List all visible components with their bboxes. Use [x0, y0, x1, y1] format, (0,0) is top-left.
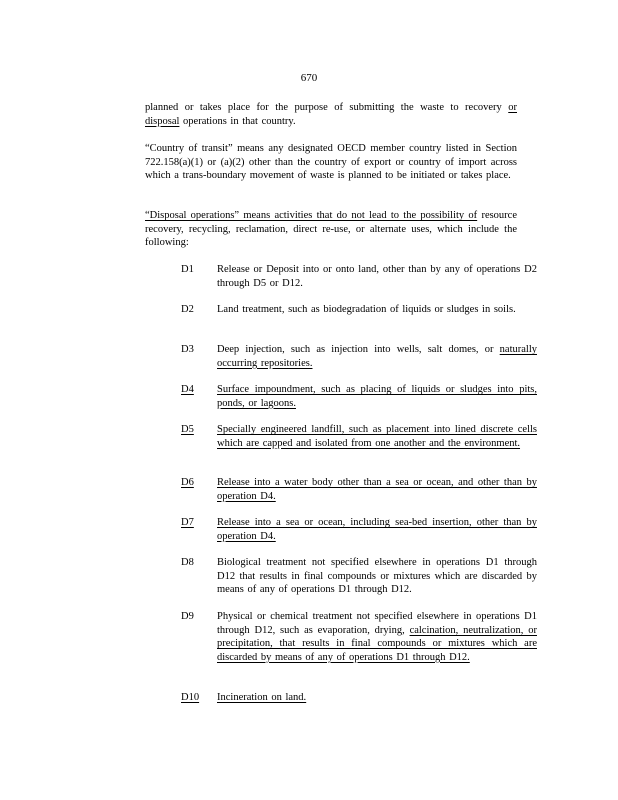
intro-underlined-text: or disposal — [145, 102, 517, 127]
disposal-operations-rest: resource recovery, recycling, reclamation, direct re-use, or alternate uses, which include the following: — [145, 210, 518, 248]
item-description-underlined: calcination, neutralization, or precipitation, that results in final compounds or mixtures which are discarded by means of any of operations D1 through D12. — [217, 624, 537, 663]
disposal-item-d7 — [181, 516, 537, 543]
item-code: D8 — [181, 557, 194, 568]
disposal-item-d2 — [181, 303, 537, 317]
item-code: D4 — [181, 384, 194, 395]
item-description-underlined: naturally occurring repositories. — [217, 344, 537, 369]
disposal-item-d5 — [181, 423, 537, 450]
item-code: D5 — [181, 424, 194, 435]
item-description: Incineration on land. — [217, 692, 307, 703]
disposal-item-d10 — [181, 691, 537, 705]
item-description: Release into a sea or ocean, including sea-bed insertion, other than by operation D4. — [217, 517, 537, 542]
item-code: D2 — [181, 304, 194, 315]
intro-text: planned or takes place for the purpose of submitting the waste to recovery — [145, 102, 509, 113]
item-description: Surface impoundment, such as placing of liquids or sludges into pits, ponds, or lagoons. — [217, 384, 537, 409]
item-description — [217, 343, 537, 370]
item-code: D10 — [181, 692, 200, 703]
disposal-item-d8 — [181, 556, 537, 597]
item-description: Release into a water body other than a sea or ocean, and other than by operation D4. — [217, 477, 537, 502]
intro-paragraph — [145, 101, 517, 128]
item-description-plain: Physical or chemical treatment not specified elsewhere in operations D1 through D12, such as evaporation, drying, — [217, 611, 537, 636]
item-description-plain: Deep injection, such as injection into wells, salt domes, or — [217, 344, 500, 355]
item-description — [217, 610, 537, 664]
item-description: Specially engineered landfill, such as placement into lined discrete cells which are capped and isolated from one another and the environment. — [217, 424, 537, 449]
disposal-item-d9 — [181, 610, 537, 664]
disposal-item-d1 — [181, 263, 537, 290]
item-code: D3 — [181, 344, 194, 355]
item-code: D7 — [181, 517, 194, 528]
item-description: Release or Deposit into or onto land, other than by any of operations D2 through D5 or D12. — [217, 264, 537, 289]
page-number: 670 — [300, 72, 318, 84]
disposal-operations-underlined: “Disposal operations” means activities that do not lead to the possibility of — [145, 210, 478, 221]
item-code: D1 — [181, 264, 194, 275]
disposal-item-d4 — [181, 383, 537, 410]
disposal-item-d3 — [181, 343, 537, 370]
disposal-item-d6 — [181, 476, 537, 503]
item-description: Land treatment, such as biodegradation of liquids or sludges in soils. — [217, 304, 516, 315]
disposal-operations-definition — [145, 209, 517, 250]
item-code: D9 — [181, 611, 194, 622]
country-of-transit-definition: “Country of transit” means any designated OECD member country listed in Section 722.158(a)(1) or (a)(2) other than the country of export or country of import across which a trans-boundary movement of waste is planned to be initiated or takes place. — [145, 143, 517, 181]
item-code: D6 — [181, 477, 194, 488]
item-description: Biological treatment not specified elsewhere in operations D1 through D12 that results in final compounds or mixtures which are discarded by means of any of operations D1 through D12. — [217, 557, 537, 595]
intro-tail-text: operations in that country. — [179, 115, 296, 127]
